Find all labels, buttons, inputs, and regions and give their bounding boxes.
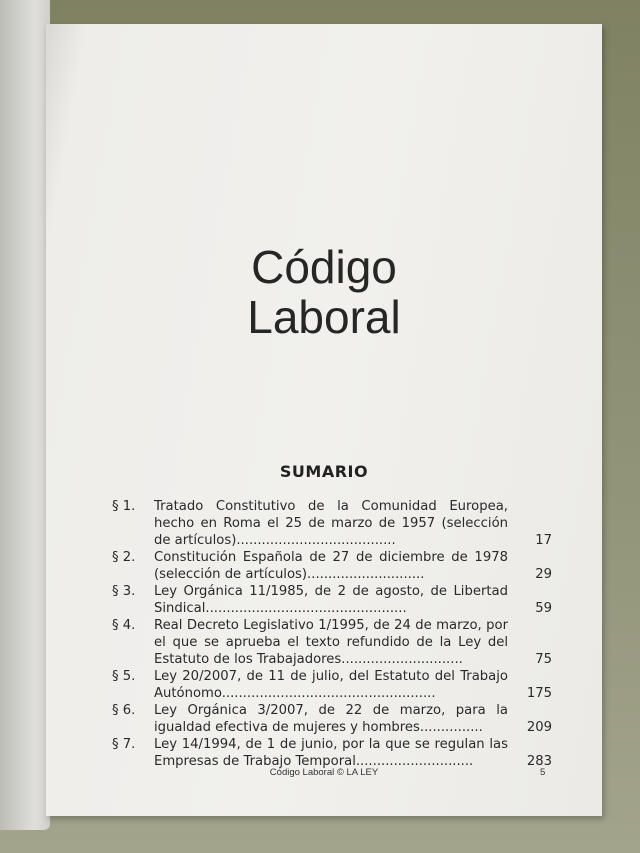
entry-text: Real Decreto Legislativo 1/1995, de 24 de marzo, por el que se aprueba el texto refundido de la Ley del Estatuto de los Trabajadores............................. — [154, 618, 508, 667]
entry-page: 59 — [535, 601, 552, 616]
toc-entry — [112, 702, 552, 736]
entry-title — [154, 583, 552, 617]
entry-page: 209 — [526, 720, 552, 735]
page-footer: Código Laboral © LA LEY — [269, 767, 379, 778]
entry-text: Ley 20/2007, de 11 de julio, del Estatuto del Trabajo Autónomo................................................... — [154, 669, 508, 701]
entry-page: 75 — [535, 652, 552, 667]
toc-entry — [112, 583, 552, 617]
section-number: § 7. — [112, 737, 136, 752]
title-line-1: Código — [251, 241, 397, 293]
entry-text: Constitución Española de 27 de diciembre de 1978 (selección de artículos)............................ — [154, 550, 508, 582]
entry-text: Ley Orgánica 3/2007, de 22 de marzo, para la igualdad efectiva de mujeres y hombres............... — [154, 703, 508, 735]
entry-title — [154, 617, 552, 668]
entry-title — [154, 498, 552, 549]
toc-entry — [112, 498, 552, 549]
entry-title — [154, 736, 552, 770]
section-number: § 3. — [112, 584, 136, 599]
summary-heading: SUMARIO — [279, 462, 369, 481]
toc-entry — [112, 736, 552, 770]
toc-entry — [112, 668, 552, 702]
toc-entry — [112, 549, 552, 583]
section-number: § 1. — [112, 499, 136, 514]
page-number: 5 — [540, 767, 546, 778]
entry-page: 17 — [535, 533, 552, 548]
entry-text: Ley Orgánica 11/1985, de 2 de agosto, de Libertad Sindical................................................ — [154, 584, 508, 616]
toc-entry — [112, 617, 552, 668]
entry-page: 283 — [526, 754, 552, 769]
book-title — [46, 242, 602, 342]
entry-page: 175 — [526, 686, 552, 701]
entry-title — [154, 702, 552, 736]
section-number: § 6. — [112, 703, 136, 718]
section-number: § 5. — [112, 669, 136, 684]
entry-title — [154, 549, 552, 583]
entry-text: Tratado Constitutivo de la Comunidad Europea, hecho en Roma el 25 de marzo de 1957 (selección de artículos)...................................... — [154, 499, 508, 548]
entry-text: Ley 14/1994, de 1 de junio, por la que se regulan las Empresas de Trabajo Temporal............................ — [154, 737, 508, 769]
table-of-contents — [112, 498, 552, 770]
entry-title — [154, 668, 552, 702]
entry-page: 29 — [535, 567, 552, 582]
left-page-edge — [0, 0, 50, 830]
title-line-2: Laboral — [247, 291, 401, 343]
section-number: § 2. — [112, 550, 136, 565]
book-page — [46, 24, 602, 816]
section-number: § 4. — [112, 618, 136, 633]
